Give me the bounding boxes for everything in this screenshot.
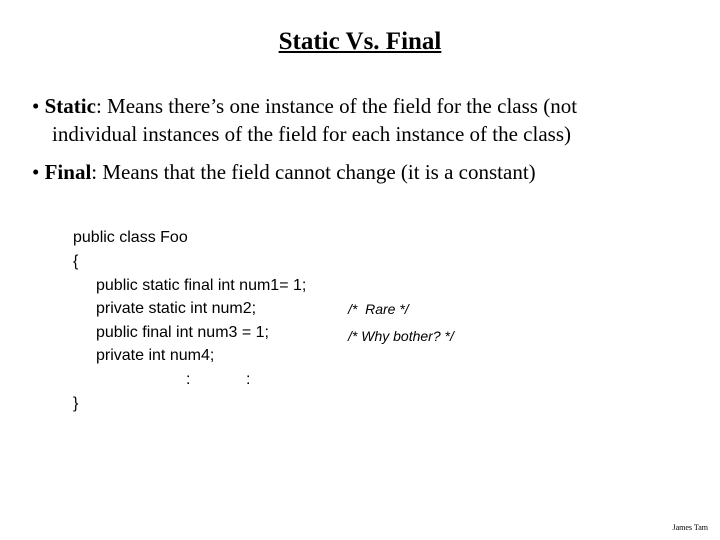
code-ellipsis: : xyxy=(246,371,251,388)
code-field-num1: public static final int num1= 1; xyxy=(96,277,307,294)
code-field-num4: private int num4; xyxy=(96,347,215,364)
bullet-marker: • xyxy=(32,160,40,184)
comment-rare: /* Rare */ xyxy=(348,301,409,317)
bullet-text-final: : Means that the field cannot change (it is a constant) xyxy=(91,160,536,184)
code-ellipsis: : xyxy=(186,371,191,388)
code-field-num2: private static int num2; xyxy=(96,300,257,317)
code-close-brace: } xyxy=(73,395,79,412)
comment-why-bother: /* Why bother? */ xyxy=(348,328,454,344)
bullet-term-static: Static xyxy=(44,94,96,118)
bullet-static xyxy=(32,92,712,148)
author-signature: James Tam xyxy=(672,523,708,532)
code-open-brace: { xyxy=(73,253,79,270)
code-field-num3: public final int num3 = 1; xyxy=(96,324,269,341)
bullet-marker: • xyxy=(32,94,40,118)
bullet-text-static-line2: individual instances of the field for each instance of the class) xyxy=(52,122,571,146)
bullet-term-final: Final xyxy=(44,160,92,184)
bullet-final xyxy=(32,158,712,186)
slide-title: Static Vs. Final xyxy=(278,28,442,55)
code-class-declaration: public class Foo xyxy=(73,229,188,246)
bullet-text-static-line1: : Means there’s one instance of the field for the class (not xyxy=(95,94,578,118)
